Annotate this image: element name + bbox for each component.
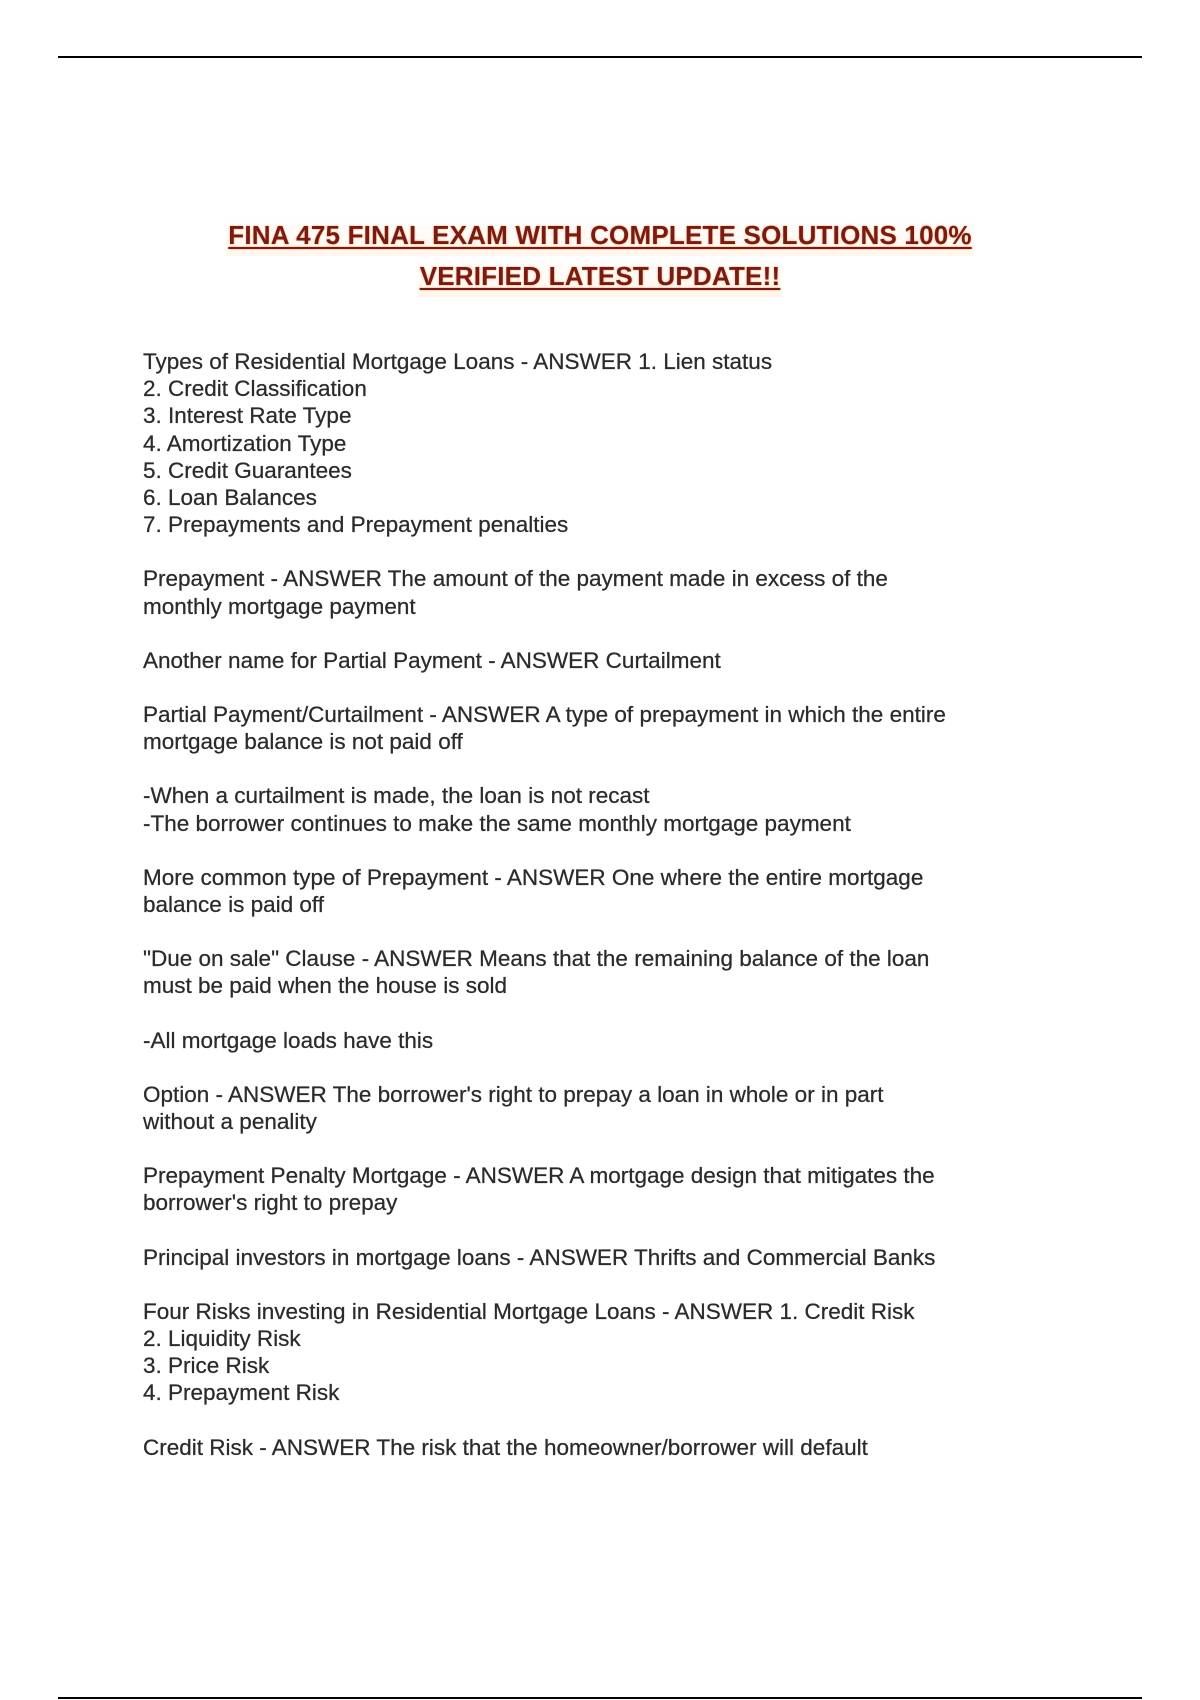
header-rule — [58, 56, 1142, 58]
text-line: mortgage balance is not paid off — [143, 729, 463, 755]
footer-rule — [58, 1697, 1142, 1699]
text-line: Credit Risk - ANSWER The risk that the homeowner/borrower will default — [143, 1434, 868, 1460]
qa-block-curtailment-notes — [143, 782, 1093, 836]
text-line: 4. Amortization Type — [143, 430, 347, 456]
qa-block-four-risks — [143, 1298, 1093, 1407]
qa-block-principal-investors — [143, 1244, 1093, 1271]
text-line: must be paid when the house is sold — [143, 973, 507, 999]
text-line: Principal investors in mortgage loans - ANSWER Thrifts and Commercial Banks — [143, 1244, 936, 1270]
text-line: 4. Prepayment Risk — [143, 1380, 340, 1406]
text-line: without a penality — [143, 1109, 317, 1135]
text-line: Option - ANSWER The borrower's right to prepay a loan in whole or in part — [143, 1081, 884, 1107]
qa-block-option — [143, 1081, 1093, 1135]
text-line: 5. Credit Guarantees — [143, 457, 352, 483]
qa-block-credit-risk — [143, 1434, 1093, 1461]
document-title — [0, 215, 1200, 297]
text-line: monthly mortgage payment — [143, 593, 416, 619]
text-line: 7. Prepayments and Prepayment penalties — [143, 512, 569, 538]
qa-block-partial-payment-name — [143, 647, 1093, 674]
text-line: 2. Liquidity Risk — [143, 1326, 301, 1352]
text-line: -The borrower continues to make the same monthly mortgage payment — [143, 810, 851, 836]
text-line: 3. Interest Rate Type — [143, 403, 352, 429]
text-line: 6. Loan Balances — [143, 485, 317, 511]
title-line-1: FINA 475 FINAL EXAM WITH COMPLETE SOLUTIONS 100% — [226, 215, 973, 256]
text-line: Four Risks investing in Residential Mortgage Loans - ANSWER 1. Credit Risk — [143, 1298, 915, 1324]
text-line: -All mortgage loads have this — [143, 1027, 434, 1053]
text-line: Prepayment - ANSWER The amount of the payment made in excess of the — [143, 566, 888, 592]
document-body — [143, 348, 1093, 1488]
text-line: borrower's right to prepay — [143, 1190, 398, 1216]
text-line: Types of Residential Mortgage Loans - ANSWER 1. Lien status — [143, 349, 773, 374]
text-line: "Due on sale" Clause - ANSWER Means that the remaining balance of the loan — [143, 946, 930, 972]
text-line: Prepayment Penalty Mortgage - ANSWER A mortgage design that mitigates the — [143, 1163, 935, 1189]
qa-block-due-on-sale — [143, 945, 1093, 999]
text-line: Partial Payment/Curtailment - ANSWER A type of prepayment in which the entire — [143, 702, 946, 728]
qa-block-common-prepayment — [143, 864, 1093, 918]
title-line-2: VERIFIED LATEST UPDATE!! — [418, 256, 783, 297]
text-line: More common type of Prepayment - ANSWER One where the entire mortgage — [143, 864, 924, 890]
text-line: -When a curtailment is made, the loan is not recast — [143, 783, 650, 809]
qa-block-prepayment — [143, 565, 1093, 619]
qa-block-curtailment — [143, 701, 1093, 755]
text-line: 2. Credit Classification — [143, 376, 367, 402]
text-line: 3. Price Risk — [143, 1353, 270, 1379]
qa-block-residential-mortgage-types — [143, 348, 1093, 538]
text-line: Another name for Partial Payment - ANSWER Curtailment — [143, 647, 721, 673]
text-line: balance is paid off — [143, 892, 324, 918]
qa-block-prepayment-penalty — [143, 1162, 1093, 1216]
qa-block-due-on-sale-note — [143, 1027, 1093, 1054]
